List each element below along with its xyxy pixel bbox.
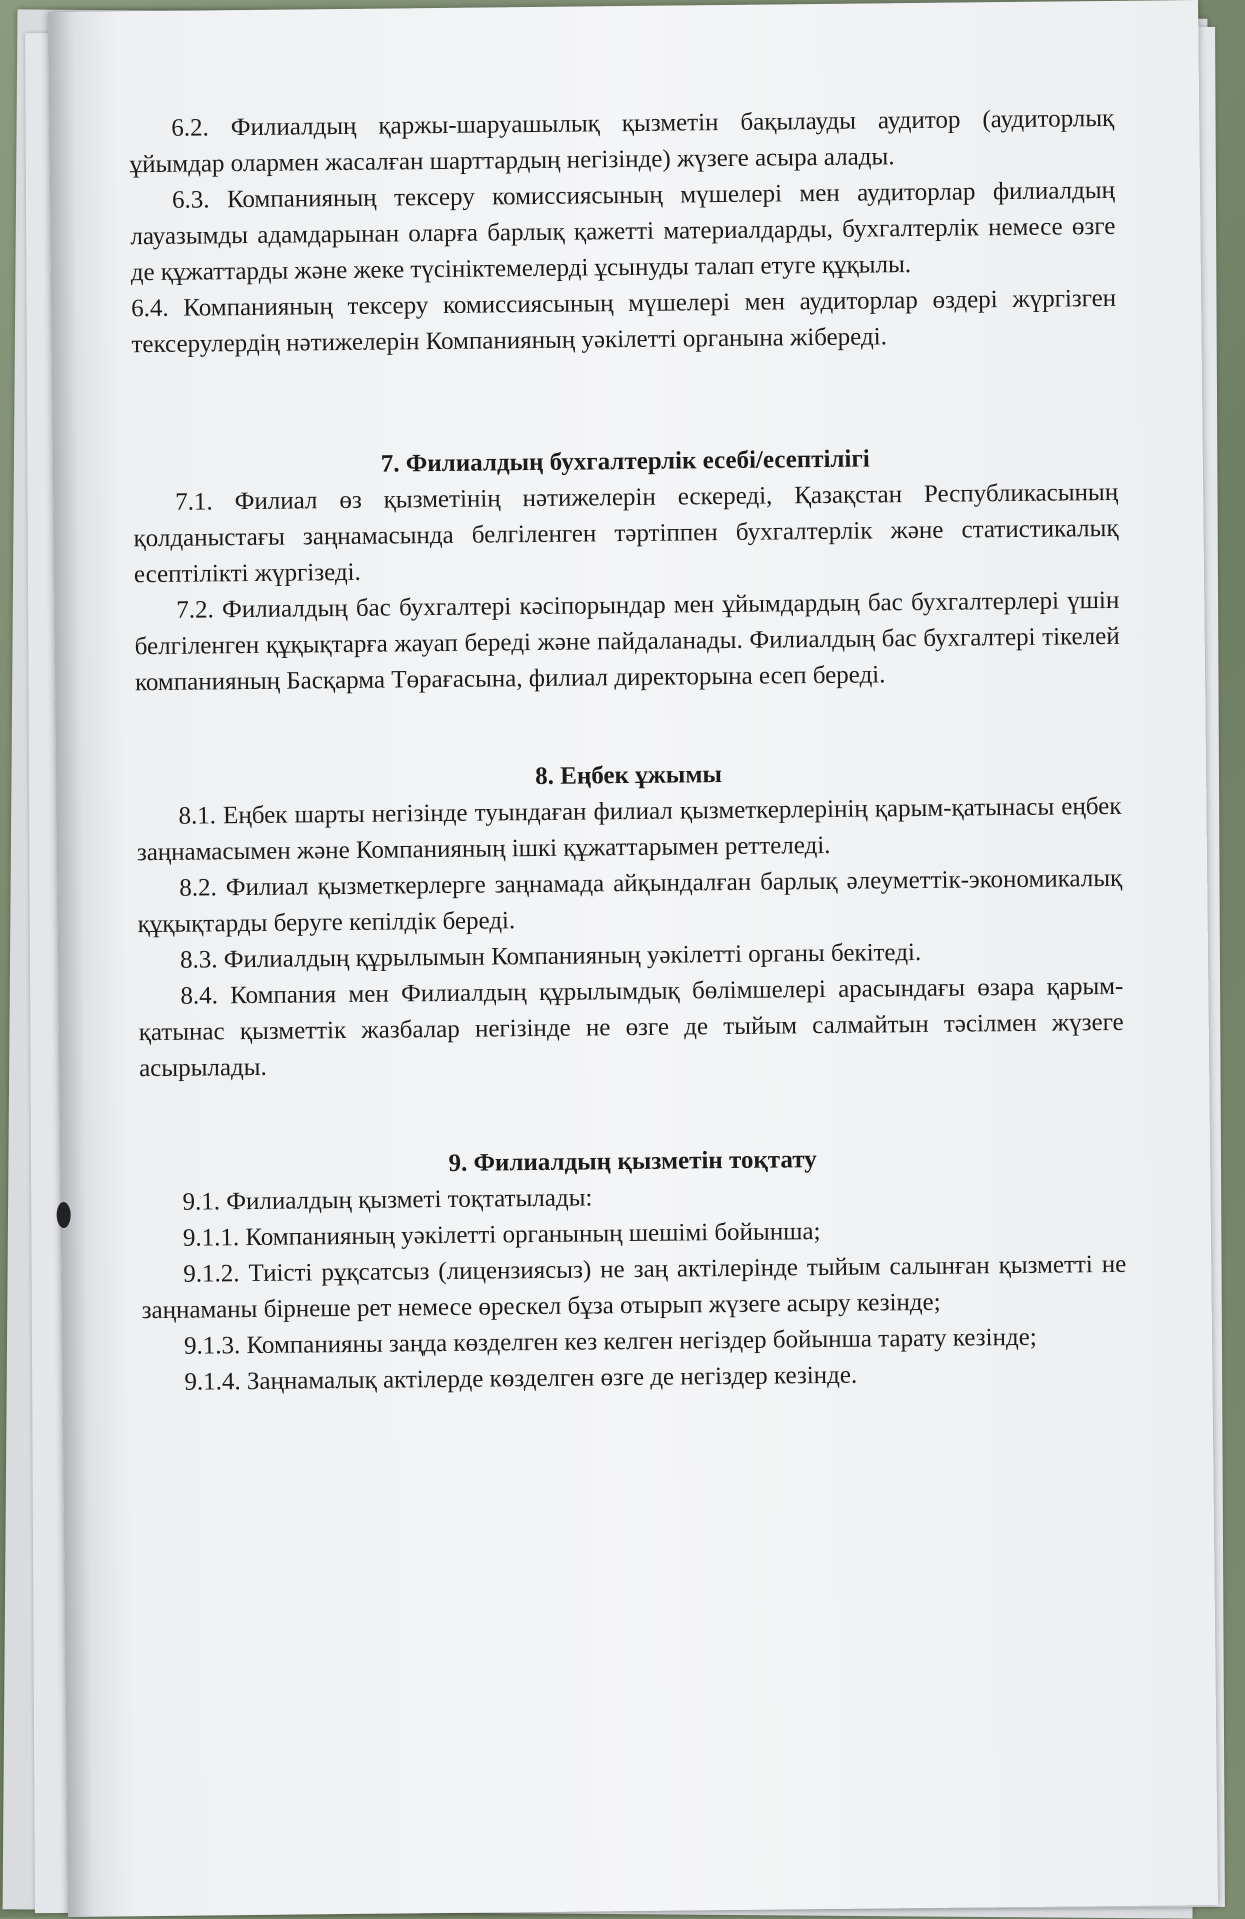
binder-hole: [57, 1202, 71, 1228]
paragraph-6-3: 6.3. Компанияның тексеру комиссиясының мүшелері мен аудиторлар филиалдың лауазымды адамдарынан оларға барлық қажетті материалдарды, бухгалтерлік немесе өзге де құжаттарды және жеке түсініктемелерді ұсынуды талап етуге құқылы.: [130, 176, 1116, 287]
page-content: [129, 101, 1127, 1401]
paragraph-8-1: 8.1. Еңбек шарты негізінде туындаған филиал қызметкерлерінің қарым-қатынасы еңбек заңнамасымен және Компанияның ішкі құжаттарымен реттеледі.: [136, 792, 1122, 867]
section-8-title: 8. Еңбек ұжымы: [535, 761, 723, 791]
paragraph-8-4: 8.4. Компания мен Филиалдың құрылымдық бөлімшелері арасындағы өзара қарым-қатынас қызметтік жазбалар негізінде не өзге де тыйым салмайтын тәсілмен жүзеге асырылады.: [138, 972, 1124, 1083]
paragraph-8-3: 8.3. Филиалдың құрылымын Компанияның уәкілетті органы бекітеді.: [179, 938, 922, 974]
section-9-title: 9. Филиалдың қызметін тоқтату: [448, 1146, 817, 1177]
paragraph-9-1-3: 9.1.3. Компанияны заңда көзделген кез келген негіздер бойынша тарату кезінде;: [183, 1323, 1037, 1360]
paragraph-6-4: 6.4. Компанияның тексеру комиссиясының мүшелері мен аудиторлар өздері жүргізген тексерулердің нәтижелерін Компанияның уәкілетті органына жібереді.: [131, 284, 1117, 359]
spacer: [139, 1077, 1125, 1149]
section-7-title: 7. Филиалдың бухгалтерлік есебі/есептілігі: [380, 445, 870, 478]
spacer: [132, 353, 1118, 449]
paragraph-9-1-1: 9.1.1. Компанияның уәкілетті органының шешімі бойынша;: [182, 1218, 821, 1252]
spacer: [135, 691, 1121, 763]
paragraph-9-1: 9.1. Филиалдың қызметі тоқтатылады:: [182, 1184, 593, 1216]
paragraph-8-2: 8.2. Филиал қызметкерлерге заңнамада айқындалған барлық әлеуметтік-экономикалық құқықтарды беруге кепілдік береді.: [137, 864, 1123, 939]
document-page: [48, 0, 1218, 1917]
paragraph-7-1: 7.1. Филиал өз қызметінің нәтижелерін ескереді, Қазақстан Республикасының қолданыстағы заңнамасында белгіленген тәртіппен бухгалтерлік және статистикалық есептілікті жүргізеді.: [133, 478, 1119, 589]
paragraph-9-1-2: 9.1.2. Тиісті рұқсатсыз (лицензиясыз) не заң актілерінде тыйым салынған қызметті не заңнаманы бірнеше рет немесе өрескел бұза отырып жүзеге асыру кезінде;: [141, 1250, 1127, 1325]
paragraph-9-1-4: 9.1.4. Заңнамалық актілерде көзделген өзге де негіздер кезінде.: [184, 1361, 858, 1396]
paragraph-6-2: 6.2. Филиалдың қаржы-шаруашылық қызметін бақылауды аудитор (аудиторлық ұйымдар олармен жасалған шарттардың негізінде) жүзеге асыра алады.: [129, 104, 1115, 179]
paragraph-7-2: 7.2. Филиалдың бас бухгалтері кәсіпорындар мен ұйымдардың бас бухгалтерлері үшін белгіленген құқықтарға жауап береді және пайдаланады. Филиалдың бас бухгалтері тікелей компанияның Басқарма Төрағасына, филиал директорына есеп береді.: [134, 586, 1120, 697]
